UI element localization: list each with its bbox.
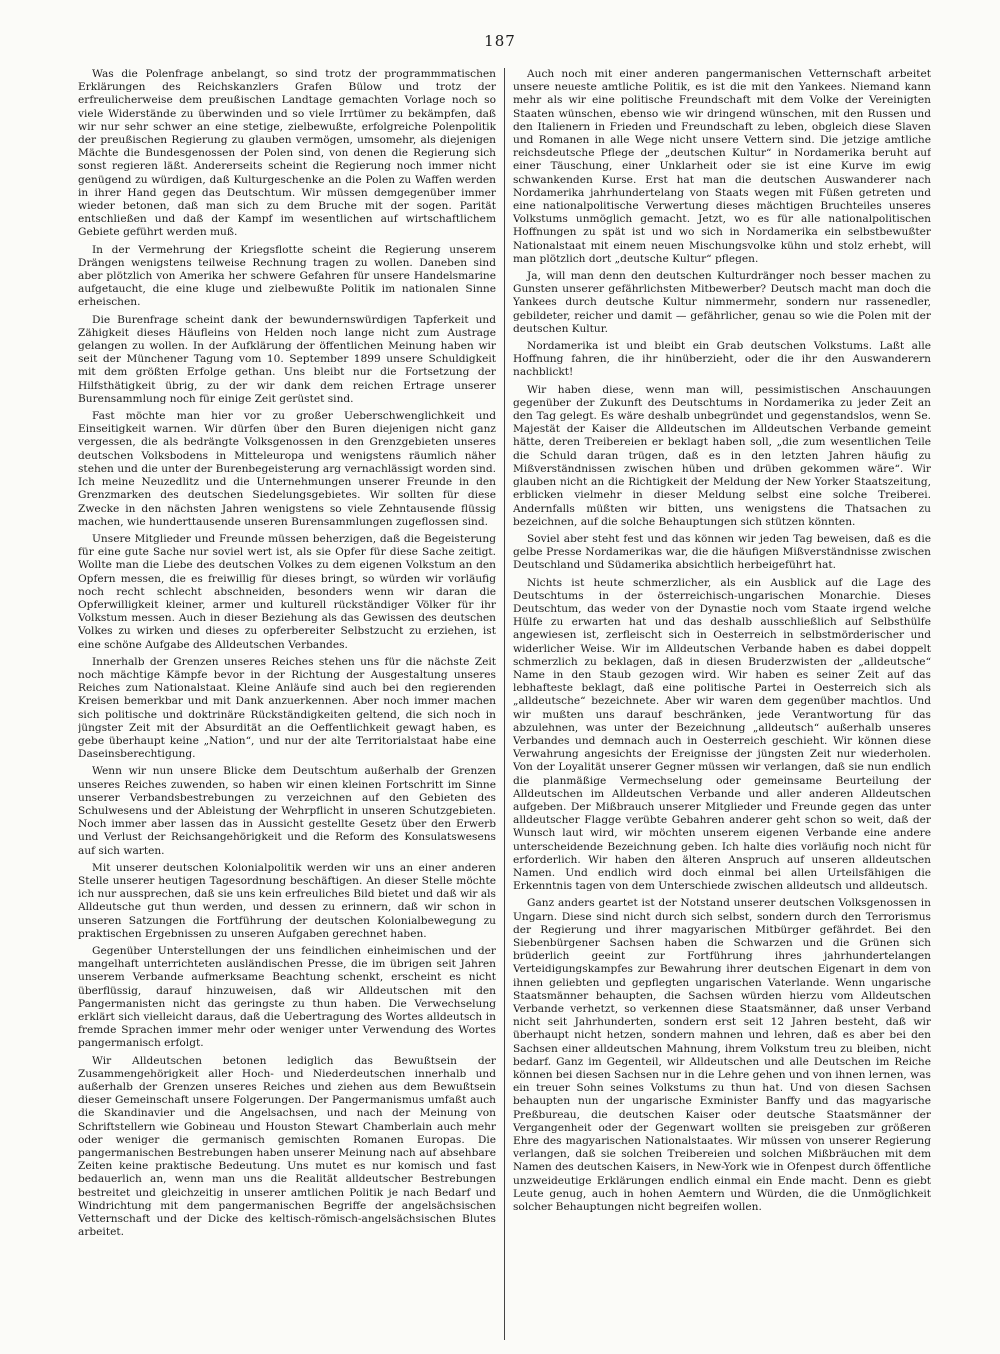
paragraph: In der Vermehrung der Kriegsflotte scheint die Regierung unserem Drängen wenigstens teilweise Rechnung tragen zu wollen. Daneben sind aber plötzlich von Amerika her schwere Gefahren für unsere Handelsmarine aufgetaucht, die eine kluge und zielbewußte Politik im nationalen Sinne erheischen. — [78, 243, 496, 309]
paragraph: Nichts ist heute schmerzlicher, als ein Ausblick auf die Lage des Deutschtums in der österreichisch-ungarischen Monarchie. Dieses Deutschtum, das weder von der Dynastie noch vom Staate irgend welche Hülfe zu erwarten hat und das deshalb ausschließlich auf Selbsthülfe angewiesen ist, zerfleischt sich in Oesterreich in selbstmörderischer und widerlicher Weise. Wir im Alldeutschen Verbande haben es dabei doppelt schmerzlich zu beklagen, daß in diesen Bruderzwisten der „alldeutsche“ Name in den Staub gezogen wird. Wir haben es seiner Zeit auf das lebhafteste beklagt, daß eine politische Partei in Oesterreich sich als „alldeutsche“ bezeichnete. Aber wir waren dem gegenüber machtlos. Und wir mußten uns darauf beschränken, jede Verantwortung für das abzulehnen, was unter der Bezeichnung „alldeutsch“ außerhalb unseres Verbandes und demnach auch in Oesterreich geschieht. Wir können diese Verwahrung angesichts der Ereignisse der jüngsten Zeit nur wiederholen. Von der Loyalität unserer Gegner müssen wir verlangen, daß sie nun endlich die planmäßige Vermechselung oder gemeinsame Beurteilung der Alldeutschen im Alldeutschen Verbande und aller anderen Alldeutschen aufgeben. Der Mißbrauch unserer Mitglieder und Freunde gegen das unter alldeutscher Flagge verübte Gebahren anderer geht schon so weit, daß der Wunsch laut wird, wir möchten unserem eigenen Verbande eine andere unterscheidende Bezeichnung geben. Ich halte dies vorläufig noch nicht für erforderlich. Wir haben den älteren Anspruch auf unseren alldeutschen Namen. Und endlich wird doch einmal bei allen Urteilsfähigen die Erkenntnis tagen von dem Unterschiede zwischen alldeutsch und alldeutsch. — [513, 576, 931, 893]
paragraph: Mit unserer deutschen Kolonialpolitik werden wir uns an einer anderen Stelle unserer heutigen Tagesordnung beschäftigen. An dieser Stelle möchte ich nur aussprechen, daß sie uns kein erfreuliches Bild bietet und daß wir als Alldeutsche gut thun werden, und dessen zu erinnern, daß wir schon in unseren Satzungen die Fortführung der deutschen Kolonialbewegung zu praktischen Ergebnissen zu unseren Aufgaben gerechnet haben. — [78, 861, 496, 940]
paragraph: Ganz anders geartet ist der Notstand unserer deutschen Volksgenossen in Ungarn. Diese sind nicht durch sich selbst, sondern durch den Terrorismus der Regierung und ihrer magyarischen Mitbürger gefährdet. Bei den Siebenbürgener Sachsen haben die Schwarzen und die Grünen sich brüderlich geeint zur Fortführung ihres jahrhundertelangen Verteidigungskampfes zur Bewahrung ihrer deutschen Eigenart in dem von ihnen geliebten und gepflegten ungarischen Vaterlande. Wenn ungarische Staatsmänner behaupten, die Sachsen würden hierzu vom Alldeutschen Verbande verhetzt, so verkennen diese Staatsmänner, daß unser Verband nicht seit Jahrhunderten, sondern erst seit 12 Jahren besteht, daß wir überhaupt nicht hetzen, sondern mahnen und lehren, daß es aber bei den Sachsen einer alldeutschen Mahnung, ihrem Volkstum treu zu bleiben, nicht bedarf. Ganz im Gegenteil, wir Alldeutschen und alle Deutschen im Reiche können bei diesen Sachsen nur in die Lehre gehen und von ihnen lernen, was ein treuer Sohn seines Volkstums zu thun hat. Und von diesen Sachsen behaupten nun der ungarische Exminister Banffy und das magyarische Preßbureau, die deutschen Kaiser oder deutsche Staatsmänner der Vergangenheit oder der Gegenwart wollten sie preisgeben zur größeren Ehre des magyarischen Nationalstaates. Wir müssen von unserer Regierung verlangen, daß sie solchen Treibereien und solchen Mißbräuchen mit dem Namen des deutschen Kaisers, in New-York wie in Ofenpest durch öffentliche unzweideutige Erklärungen endlich einmal ein Ende macht. Denn es giebt Leute genug, auch in hohen Aemtern und Würden, die die Unmöglichkeit solcher Behauptungen nicht begreifen wollen. — [513, 897, 931, 1214]
paragraph: Wir haben diese, wenn man will, pessimistischen Anschauungen gegenüber der Zukunft des Deutschtums in Nordamerika zu jeder Zeit an den Tag gelegt. Es wäre deshalb unbegründet und gegenstandslos, wenn Se. Majestät der Kaiser die Alldeutschen im Alldeutschen Verbande gemeint hätte, deren Treibereien er beklagt haben soll, „die zum wesentlichen Teile die Schuld daran trügen, daß es in den letzten Jahren häufig zu Mißverständnissen zwischen hüben und drüben gekommen wäre“. Wir glauben nicht an die Richtigkeit der Meldung der New Yorker Staatszeitung, erblicken vielmehr in dieser Meldung selbst eine solche Treiberei. Andernfalls müßten wir bitten, uns wenigstens die Thatsachen zu bezeichnen, auf die solche Behauptungen sich stützen könnten. — [513, 383, 931, 528]
column-divider — [504, 68, 505, 1340]
paragraph: Wir Alldeutschen betonen lediglich das Bewußtsein der Zusammengehörigkeit aller Hoch- und Niederdeutschen innerhalb und außerhalb der Grenzen unseres Reiches und ziehen aus dem Bewußtsein dieser Gemeinschaft unsere Folgerungen. Der Pangermanismus umfaßt auch die Skandinavier und die Angelsachsen, und nach der Meinung von Schriftstellern wie Gobineau und Houston Stewart Chamberlain auch mehr oder weniger die germanisch gemischten Romanen Europas. Die pangermanischen Bestrebungen haben unserer Meinung nach auf absehbare Zeiten keine praktische Bedeutung. Uns mutet es nur komisch und fast bedauerlich an, wenn man uns die Realität alldeutscher Bestrebungen bestreitet und gleichzeitig in unserer amtlichen Politik je nach Bedarf und Windrichtung mit dem pangermanischen Begriffe der angelsächsischen Vetternschaft und der Dicke des keltisch-römisch-angelsächsischen Blutes arbeitet. — [78, 1054, 496, 1239]
paragraph: Gegenüber Unterstellungen der uns feindlichen einheimischen und der mangelhaft unterrichteten ausländischen Presse, die im übrigen seit Jahren unserem Verbande aufmerksame Beachtung schenkt, erscheint es nicht überflüssig, darauf hinzuweisen, daß wir Alldeutschen mit den Pangermanisten nicht das geringste zu thun haben. Die Verwechselung erklärt sich vielleicht daraus, daß die Uebertragung des Wortes alldeutsch in fremde Sprachen immer mehr oder weniger unter Verwendung des Wortes pangermanisch erfolgt. — [78, 945, 496, 1050]
paragraph: Die Burenfrage scheint dank der bewundernswürdigen Tapferkeit und Zähigkeit dieses Häufleins von Helden noch lange nicht zum Austrage gelangen zu wollen. In der Aufklärung der öffentlichen Meinung haben wir seit der Münchener Tagung vom 10. September 1899 unsere Schuldigkeit mit dem größten Erfolge gethan. Uns bleibt nur die Fortsetzung der Hilfsthätigkeit übrig, zu der wir dank dem reichen Ertrage unserer Burensammlung noch für einige Zeit gerüstet sind. — [78, 313, 496, 405]
paragraph: Soviel aber steht fest und das können wir jeden Tag beweisen, daß es die gelbe Presse Nordamerikas war, die die häufigen Mißverständnisse zwischen Deutschland und Südamerika absichtlich herbeigeführt hat. — [513, 532, 931, 572]
paragraph: Nordamerika ist und bleibt ein Grab deutschen Volkstums. Laßt alle Hoffnung fahren, die ihr hinüberzieht, oder die ihr den Auswanderern nachblickt! — [513, 340, 931, 379]
paragraph: Was die Polenfrage anbelangt, so sind trotz der programmmatischen Erklärungen des Reichskanzlers Grafen Bülow und trotz der erfreulicherweise dem preußischen Landtage gemachten Vorlage noch so viele Widerstände zu überwinden und so viele Irrtümer zu bekämpfen, daß wir nur sehr schwer an eine stetige, zielbewußte, erfolgreiche Polenpolitik der preußischen Regierung zu glauben vermögen, umsomehr, als diejenigen Mächte die Bundesgenossen der Polen sind, von denen die Regierung sich sonst regieren läßt. Andererseits scheint die Regierung noch immer nicht genügend zu würdigen, daß Kulturgeschenke an die Polen zu Waffen werden in ihrer Hand gegen das Deutschtum. Wir müssen demgegenüber immer wieder betonen, daß man sich zu dem Bruche mit der sogen. Parität entschließen und daß der Kampf im wesentlichen auf wirtschaftlichem Gebiete geführt werden muß. — [78, 68, 496, 239]
paragraph: Wenn wir nun unsere Blicke dem Deutschtum außerhalb der Grenzen unseres Reiches zuwenden, so haben wir einen kleinen Fortschritt im Sinne unserer Verbandsbestrebungen zu verzeichnen auf den Gebieten des Schulwesens und der Ableistung der Wehrpflicht in unseren Schutzgebieten. Noch immer aber lassen das in Aussicht gestellte Gesetz über den Erwerb und Verlust der Reichsangehörigkeit und die Reform des Konsulatswesens auf sich warten. — [78, 765, 496, 857]
paragraph: Unsere Mitglieder und Freunde müssen beherzigen, daß die Begeisterung für eine gute Sache nur soviel wert ist, als sie Opfer für diese Sache zeitigt. Wollte man die Liebe des deutschen Volkes zu dem eigenen Volkstum an den Opfern messen, die es freiwillig für dieses bringt, so würden wir vorläufig noch recht schlecht abschneiden, besonders wenn wir daran die Opferwilligkeit kleiner, armer und kulturell rückständiger Völker für ihr Volkstum messen. Auch in dieser Beziehung als das Gewissen des deutschen Volkes zu wirken und dieses zu opferbereiter Selbstzucht zu erziehen, ist eine schöne Aufgabe des Alldeutschen Verbandes. — [78, 532, 496, 651]
page-number: 187 — [484, 32, 516, 50]
left-column — [78, 68, 496, 1340]
paragraph: Ja, will man denn den deutschen Kulturdränger noch besser machen zu Gunsten unserer gefährlichsten Mitbewerber? Deutsch macht man doch die Yankees durch deutsche Kultur nimmermehr, sondern nur rassenedler, gebildeter, reicher und damit — gefährlicher, genau so wie die Polen mit der deutschen Kultur. — [513, 270, 931, 335]
right-column — [513, 68, 931, 1340]
paragraph: Innerhalb der Grenzen unseres Reiches stehen uns für die nächste Zeit noch mächtige Kämpfe bevor in der Richtung der Ausgestaltung unseres Reiches zum Nationalstaat. Kleine Anläufe sind auch bei den regierenden Kreisen bemerkbar und mit Dank anzuerkennen. Aber noch immer machen sich politische und doktrinäre Rückständigkeiten geltend, die sich noch in jüngster Zeit mit der Absurdität an die Oeffentlichkeit gewagt haben, es gebe überhaupt keine „Nation“, und nur der alte Territorialstaat habe eine Daseinsberechtigung. — [78, 655, 496, 761]
paragraph: Auch noch mit einer anderen pangermanischen Vetternschaft arbeitet unsere neueste amtliche Politik, es ist die mit den Yankees. Niemand kann mehr als wir eine politische Freundschaft mit dem Volke der Vereinigten Staaten wünschen, ebenso wie wir dringend wünschen, mit den Russen und den Italienern in Frieden und Freundschaft zu leben, obgleich diese Slaven und Romanen in alle Wege nicht unsere Vettern sind. Die jetzige amtliche reichsdeutsche Pflege der „deutschen Kultur“ in Nordamerika beruht auf einer Täuschung, einer Unklarheit oder sie ist eine Kurve im ewig schwankenden Kurse. Erst hat man die deutschen Auswanderer nach Nordamerika jahrhundertelang von Staats wegen mit Füßen getreten und eine nationalpolitische Verwertung dieses mächtigen Bruchteiles unseres Volkstums unmöglich gemacht. Jetzt, wo es für alle nationalpolitischen Hoffnungen zu spät ist und wo sich in Nordamerika ein selbstbewußter Nationalstaat mit einem neuen Mischungsvolke kühn und stolz erhebt, will man plötzlich dort „deutsche Kultur“ pflegen. — [513, 68, 931, 265]
paragraph: Fast möchte man hier vor zu großer Ueberschwenglichkeit und Einseitigkeit warnen. Wir dürfen über den Buren diejenigen nicht ganz vergessen, die als bedrängte Volksgenossen in den Grenzgebieten unseres deutschen Volksbodens in Mitteleuropa und wenigstens räumlich näher stehen und die unter der Burenbegeisterung arg vernachlässigt worden sind. Ich meine Neuzedlitz und die Unternehmungen unserer Freunde in den Grenzmarken des deutschen Siedelungsgebietes. Wir sollten für diese Zwecke in den nächsten Jahren wenigstens so viele Zehntausende flüssig machen, wie hunderttausende unseren Burensammlungen zugeflossen sind. — [78, 410, 496, 528]
